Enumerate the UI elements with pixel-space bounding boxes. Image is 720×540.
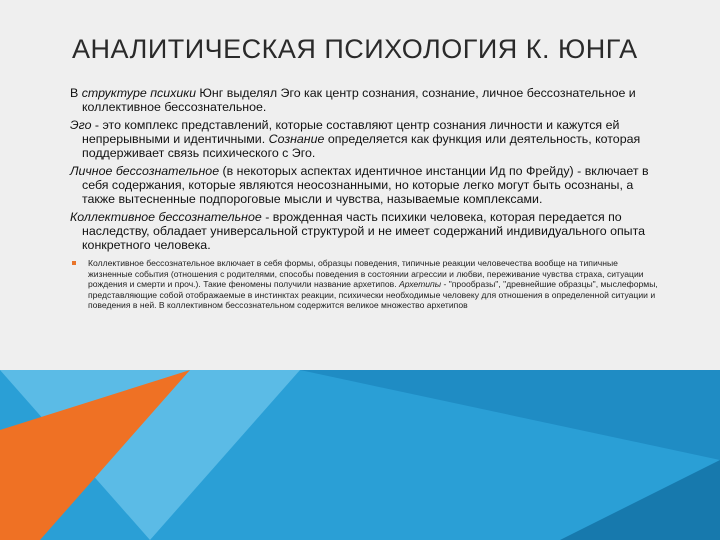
paragraph-structure — [70, 86, 660, 114]
bullet-italic: Архетипы — [398, 279, 442, 290]
p2-italic2: Сознание — [268, 132, 325, 146]
bullet-text2: - "прообразы", "древнейшие образцы", мыслеформы, представляющие собой отображаемые в инстинктах реакции, психически необходимые человеку для отношения в определенной ситуации и поведения в ней. В коллективном бессознательном содержится великое множество архетипов — [88, 279, 658, 311]
paragraph-personal-unconscious — [70, 164, 660, 206]
p1-lead: В — [70, 86, 82, 100]
p2-italic: Эго — [70, 118, 92, 132]
p3-text: (в некоторых аспектах идентичное инстанции Ид по Фрейду) - включает в себя содержания, которые являются неосознанными, но которые легко могут быть осознаны, а также вытесненные подпороговые мысли и чувства, называемые комплексами. — [82, 164, 649, 206]
slide-title: АНАЛИТИЧЕСКАЯ ПСИХОЛОГИЯ К. ЮНГА — [72, 34, 638, 64]
p4-text: - врожденная часть психики человека, которая передается по наследству, обладает универсальной структурой и не имеет содержаний индивидуального опыта конкретного человека. — [82, 210, 646, 252]
p3-italic: Личное бессознательное — [70, 164, 220, 178]
paragraph-collective-unconscious — [70, 210, 660, 252]
slide-content — [70, 86, 660, 311]
bullet-square-icon — [72, 261, 76, 265]
bullet-text1: Коллективное бессознательное включает в себя формы, образцы поведения, типичные реакции человечества вообще на типичные жизненные события (отношения с родителями, способы поведения в состоянии агрессии и любви, переживание чувства страха, ситуации рождения и смерти и проч.). Такие феномены получили название архетипов. — [88, 258, 644, 290]
p4-italic: Коллективное бессознательное — [70, 210, 262, 224]
p2-text2: определяется как функция или деятельность, которая поддерживает связь психического с Эго. — [82, 132, 641, 160]
p2-text1: - это комплекс представлений, которые составляют центр сознания личности и кажутся ей непрерывными и идентичными. — [82, 118, 620, 146]
p1-italic: структуре психики — [81, 86, 196, 100]
paragraph-ego — [70, 118, 660, 160]
p1-text: Юнг выделял Эго как центр сознания, сознание, личное бессознательное и коллективное бессознательное. — [82, 86, 636, 114]
bullet-archetypes — [70, 258, 660, 311]
